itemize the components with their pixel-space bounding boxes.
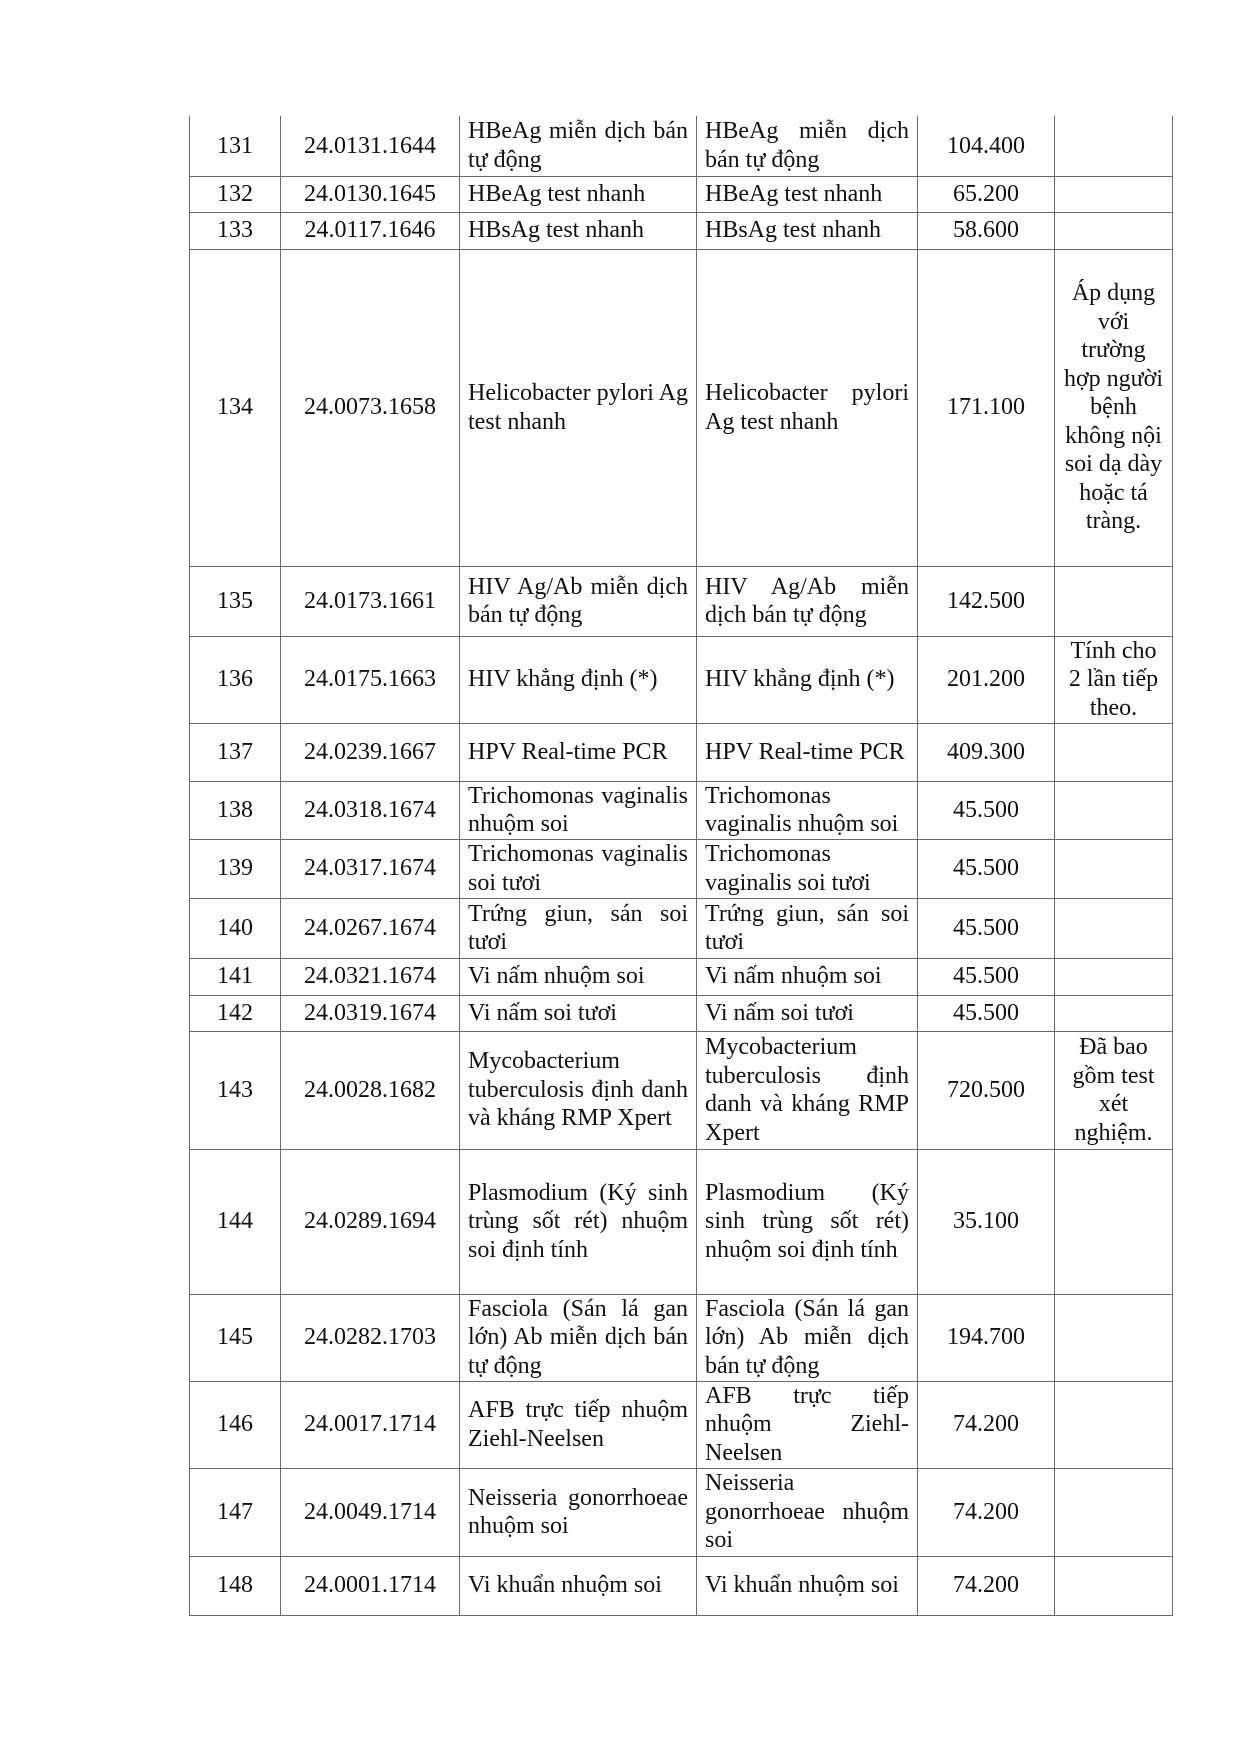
- table-row: [190, 1294, 1173, 1381]
- service-name: HIV Ag/Ab miễn dịch bán tự động: [460, 566, 697, 636]
- row-number: 148: [190, 1556, 281, 1615]
- table-row: [190, 839, 1173, 898]
- service-code: 24.0073.1658: [281, 249, 460, 566]
- service-name: Trứng giun, sán soi tươi: [460, 898, 697, 958]
- row-number: 143: [190, 1031, 281, 1149]
- row-number: 138: [190, 781, 281, 839]
- service-name: Helicobacter pylori Ag test nhanh: [460, 249, 697, 566]
- table-row: [190, 249, 1173, 566]
- price: 45.500: [918, 839, 1055, 898]
- service-code: 24.0267.1674: [281, 898, 460, 958]
- service-name: HBsAg test nhanh: [460, 212, 697, 249]
- service-name-alt: Vi nấm nhuộm soi: [697, 958, 918, 995]
- table-row: [190, 995, 1173, 1031]
- price: 45.500: [918, 995, 1055, 1031]
- row-number: 146: [190, 1381, 281, 1468]
- table-row: [190, 958, 1173, 995]
- service-code: 24.0117.1646: [281, 212, 460, 249]
- service-code: 24.0318.1674: [281, 781, 460, 839]
- service-code: 24.0028.1682: [281, 1031, 460, 1149]
- service-code: 24.0017.1714: [281, 1381, 460, 1468]
- note: [1055, 1149, 1173, 1294]
- note: [1055, 898, 1173, 958]
- table-row: [190, 176, 1173, 212]
- service-name: Plasmodium (Ký sinh trùng sốt rét) nhuộm soi định tính: [460, 1149, 697, 1294]
- service-code: 24.0173.1661: [281, 566, 460, 636]
- row-number: 136: [190, 636, 281, 723]
- service-code: 24.0282.1703: [281, 1294, 460, 1381]
- service-name-alt: HIV Ag/Ab miễn dịch bán tự động: [697, 566, 918, 636]
- note: [1055, 1468, 1173, 1556]
- price: 74.200: [918, 1381, 1055, 1468]
- note: [1055, 176, 1173, 212]
- table-row: [190, 566, 1173, 636]
- table-row: [190, 636, 1173, 723]
- price-table: [189, 116, 1173, 1616]
- table-row: [190, 1556, 1173, 1615]
- price: 104.400: [918, 116, 1055, 176]
- note: [1055, 1381, 1173, 1468]
- service-name-alt: Fasciola (Sán lá gan lớn) Ab miễn dịch bán tự động: [697, 1294, 918, 1381]
- service-name-alt: Plasmodium (Ký sinh trùng sốt rét) nhuộm soi định tính: [697, 1149, 918, 1294]
- note: Đã bao gồm test xét nghiệm.: [1055, 1031, 1173, 1149]
- price: 45.500: [918, 958, 1055, 995]
- price: 74.200: [918, 1556, 1055, 1615]
- service-name: HPV Real-time PCR: [460, 723, 697, 781]
- price: 45.500: [918, 898, 1055, 958]
- row-number: 139: [190, 839, 281, 898]
- service-name: AFB trực tiếp nhuộm Ziehl-Neelsen: [460, 1381, 697, 1468]
- service-name-alt: Mycobacterium tuberculosis định danh và kháng RMP Xpert: [697, 1031, 918, 1149]
- service-name: HBeAg test nhanh: [460, 176, 697, 212]
- service-name-alt: HBeAg test nhanh: [697, 176, 918, 212]
- service-name-alt: AFB trực tiếp nhuộm Ziehl-Neelsen: [697, 1381, 918, 1468]
- service-name-alt: HBeAg miễn dịch bán tự động: [697, 116, 918, 176]
- note: [1055, 212, 1173, 249]
- note: [1055, 958, 1173, 995]
- row-number: 144: [190, 1149, 281, 1294]
- row-number: 147: [190, 1468, 281, 1556]
- service-code: 24.0131.1644: [281, 116, 460, 176]
- service-code: 24.0049.1714: [281, 1468, 460, 1556]
- service-name: Mycobacterium tuberculosis định danh và kháng RMP Xpert: [460, 1031, 697, 1149]
- service-code: 24.0319.1674: [281, 995, 460, 1031]
- table-row: [190, 723, 1173, 781]
- row-number: 131: [190, 116, 281, 176]
- service-name-alt: Trichomonas vaginalis nhuộm soi: [697, 781, 918, 839]
- service-code: 24.0239.1667: [281, 723, 460, 781]
- table-row: [190, 116, 1173, 176]
- service-name: Trichomonas vaginalis soi tươi: [460, 839, 697, 898]
- price: 65.200: [918, 176, 1055, 212]
- service-name: Vi khuẩn nhuộm soi: [460, 1556, 697, 1615]
- note: [1055, 566, 1173, 636]
- note: [1055, 1294, 1173, 1381]
- note: Áp dụng với trường hợp người bệnh không nội soi dạ dày hoặc tá tràng.: [1055, 249, 1173, 566]
- service-code: 24.0175.1663: [281, 636, 460, 723]
- note: [1055, 723, 1173, 781]
- row-number: 140: [190, 898, 281, 958]
- table-row: [190, 1468, 1173, 1556]
- price: 74.200: [918, 1468, 1055, 1556]
- service-name: Vi nấm nhuộm soi: [460, 958, 697, 995]
- note: [1055, 839, 1173, 898]
- row-number: 132: [190, 176, 281, 212]
- service-name-alt: Vi nấm soi tươi: [697, 995, 918, 1031]
- service-name-alt: HBsAg test nhanh: [697, 212, 918, 249]
- note: [1055, 116, 1173, 176]
- row-number: 145: [190, 1294, 281, 1381]
- row-number: 134: [190, 249, 281, 566]
- service-name: Trichomonas vaginalis nhuộm soi: [460, 781, 697, 839]
- price: 409.300: [918, 723, 1055, 781]
- price: 142.500: [918, 566, 1055, 636]
- note: [1055, 1556, 1173, 1615]
- table-row: [190, 1149, 1173, 1294]
- service-name-alt: Trứng giun, sán soi tươi: [697, 898, 918, 958]
- price: 201.200: [918, 636, 1055, 723]
- service-name: Vi nấm soi tươi: [460, 995, 697, 1031]
- price: 171.100: [918, 249, 1055, 566]
- price: 720.500: [918, 1031, 1055, 1149]
- row-number: 137: [190, 723, 281, 781]
- service-code: 24.0130.1645: [281, 176, 460, 212]
- table-row: [190, 212, 1173, 249]
- note: [1055, 995, 1173, 1031]
- service-name-alt: HPV Real-time PCR: [697, 723, 918, 781]
- service-code: 24.0289.1694: [281, 1149, 460, 1294]
- service-name-alt: Trichomonas vaginalis soi tươi: [697, 839, 918, 898]
- row-number: 133: [190, 212, 281, 249]
- service-name: Fasciola (Sán lá gan lớn) Ab miễn dịch bán tự động: [460, 1294, 697, 1381]
- table-row: [190, 1031, 1173, 1149]
- price: 194.700: [918, 1294, 1055, 1381]
- service-name-alt: HIV khẳng định (*): [697, 636, 918, 723]
- row-number: 135: [190, 566, 281, 636]
- price: 58.600: [918, 212, 1055, 249]
- price: 35.100: [918, 1149, 1055, 1294]
- service-name-alt: Helicobacter pylori Ag test nhanh: [697, 249, 918, 566]
- service-name: HBeAg miễn dịch bán tự động: [460, 116, 697, 176]
- service-code: 24.0317.1674: [281, 839, 460, 898]
- note: [1055, 781, 1173, 839]
- service-name-alt: Vi khuẩn nhuộm soi: [697, 1556, 918, 1615]
- row-number: 141: [190, 958, 281, 995]
- service-name: HIV khẳng định (*): [460, 636, 697, 723]
- table-row: [190, 1381, 1173, 1468]
- service-code: 24.0001.1714: [281, 1556, 460, 1615]
- service-name: Neisseria gonorrhoeae nhuộm soi: [460, 1468, 697, 1556]
- price-table-body: [190, 116, 1173, 1615]
- table-row: [190, 781, 1173, 839]
- service-name-alt: Neisseria gonorrhoeae nhuộm soi: [697, 1468, 918, 1556]
- note: Tính cho 2 lần tiếp theo.: [1055, 636, 1173, 723]
- table-row: [190, 898, 1173, 958]
- service-code: 24.0321.1674: [281, 958, 460, 995]
- price: 45.500: [918, 781, 1055, 839]
- row-number: 142: [190, 995, 281, 1031]
